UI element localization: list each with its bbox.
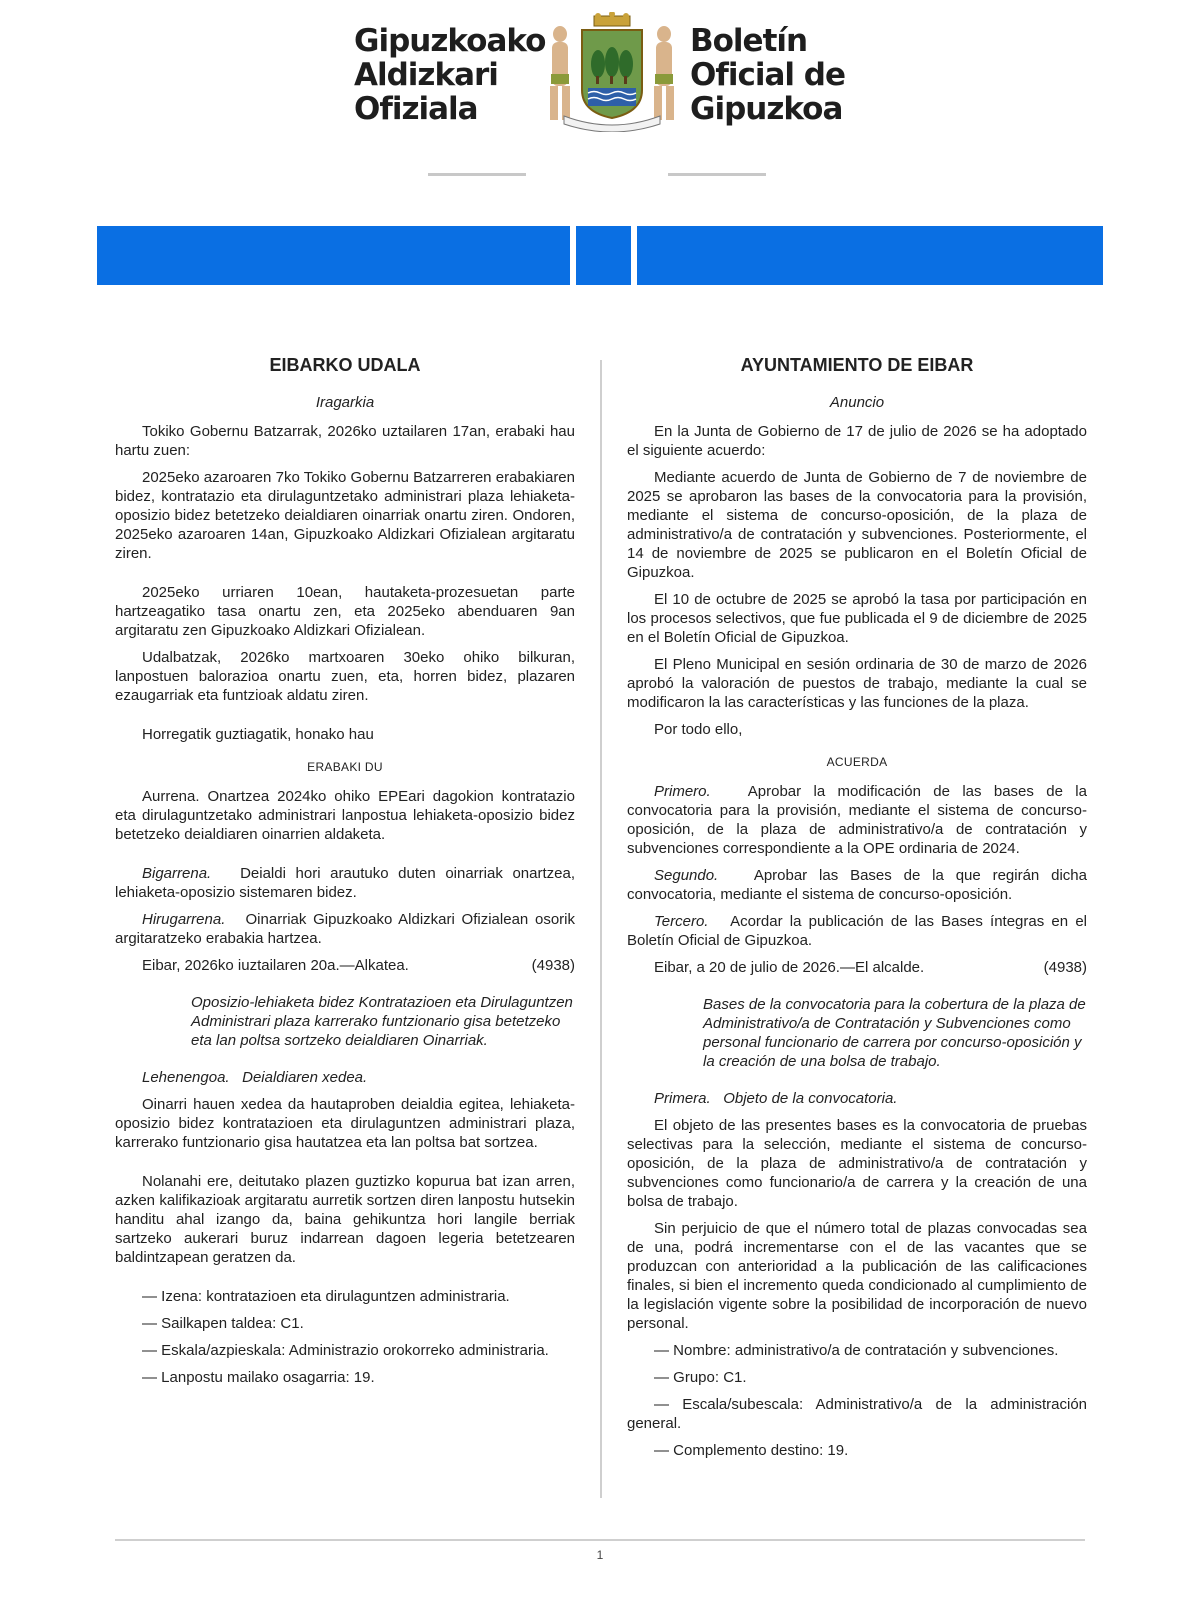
- decision-heading: ERABAKI DU: [307, 760, 383, 774]
- bases-title: Oposizio-lehiaketa bidez Kontratazioen eta Dirulaguntzen Administrari plaza karrerako funtzionario gisa betetzeko eta lan poltsa sortzeko deialdiaren Oinarriak.: [191, 994, 573, 1049]
- bases-title: Bases de la convocatoria para la cobertura de la plaza de Administrativo/a de Contratación y Subvenciones como personal funcionario de carrera por concurso-oposición y la creación de una bolsa de trabajo.: [703, 996, 1086, 1070]
- decision-heading: ACUERDA: [826, 755, 888, 769]
- header-rule-left: [428, 173, 526, 176]
- article-title: Deialdiaren xedea.: [242, 1069, 368, 1086]
- decision-3: [115, 910, 575, 948]
- masthead: [0, 12, 1200, 142]
- list-item: — Izena: kontratazioen eta dirulaguntzen administraria.: [142, 1288, 510, 1305]
- paragraph: En la Junta de Gobierno de 17 de julio de 2026 se ha adoptado el siguiente acuerdo:: [627, 423, 1087, 459]
- paragraph: Tokiko Gobernu Batzarrak, 2026ko uztailaren 17an, erabaki hau hartu zuen:: [115, 423, 575, 459]
- basque-column: [115, 356, 575, 1395]
- paragraph: El objeto de las presentes bases es la convocatoria de pruebas selectivas para la selección, mediante el sistema de concurso-oposición, de la plaza de administrativo/a de contratación y subvenciones como funcionario/a de carrera y la creación de una bolsa de trabajo.: [627, 1117, 1087, 1210]
- header-rule-right: [668, 173, 766, 176]
- decision-text: Aprobar las Bases de la que regirán dicha convocatoria, mediante el sistema de concurso-oposición.: [627, 867, 1087, 903]
- decision-text: Acordar la publicación de las Bases íntegras en el Boletín Oficial de Gipuzkoa.: [627, 913, 1087, 949]
- column-subtitle: Anuncio: [829, 394, 885, 411]
- decision-label: Bigarrena.: [142, 865, 212, 882]
- masthead-line: Gipuzkoa: [690, 91, 843, 127]
- column-subtitle: Iragarkia: [315, 394, 375, 411]
- list-item: — Sailkapen taldea: C1.: [142, 1315, 304, 1332]
- decision-label: Segundo.: [654, 867, 719, 884]
- reference-number: (4938): [1043, 959, 1087, 976]
- article-title: Objeto de la convocatoria.: [723, 1090, 898, 1107]
- article-heading: [115, 1068, 575, 1087]
- paragraph: 2025eko azaroaren 7ko Tokiko Gobernu Batzarreren erabakiaren bidez, kontratazio eta dirulaguntzetako administrari plaza lehiaketa-oposizio bidez betetzeko deialdiaren oinarriak onartu ziren. Ondoren, 2025eko azaroaren 14an, Gipuzkoako Aldizkari Ofizialean argitaratu ziren.: [115, 469, 575, 562]
- masthead-line: Gipuzkoako: [354, 23, 546, 59]
- column-divider: [600, 360, 602, 1498]
- list-item: — Complemento destino: 19.: [654, 1442, 849, 1459]
- paragraph: Udalbatzak, 2026ko martxoaren 30eko ohiko bilkuran, lanpostuen balorazioa onartu zuen, eta, horren bidez, plazaren ezaugarriak eta funtzioak aldatu ziren.: [115, 649, 575, 704]
- paragraph: Horregatik guztiagatik, honako hau: [142, 726, 374, 743]
- signature: Eibar, 2026ko iuztailaren 20a.—Alkatea.: [142, 957, 409, 974]
- masthead-line: Ofiziala: [354, 91, 478, 127]
- article-label: Primera.: [654, 1090, 711, 1107]
- list-item: — Lanpostu mailako osagarria: 19.: [142, 1369, 375, 1386]
- reference-number: (4938): [531, 957, 575, 974]
- list-item: — Nombre: administrativo/a de contratación y subvenciones.: [654, 1342, 1059, 1359]
- decision-label: Hirugarrena.: [142, 911, 226, 928]
- paragraph: 2025eko urriaren 10ean, hautaketa-prozesuetan parte hartzeagatiko tasa onartu zen, eta 2025eko abenduaren 9an argitaratu zen Gipuzkoako Aldizkari Ofizialean.: [115, 584, 575, 639]
- decision-text: Aprobar la modificación de las bases de la convocatoria para la provisión, mediante el sistema de concurso-oposición, de la plaza de administrativo/a de contratación y subvenciones correspondiente a la OPE ordinaria de 2024.: [627, 783, 1087, 857]
- decision-3: [627, 912, 1087, 950]
- paragraph: Por todo ello,: [654, 721, 743, 738]
- article-label: Lehenengoa.: [142, 1069, 230, 1086]
- blue-band-left: [97, 226, 570, 285]
- decision-1: [627, 782, 1087, 858]
- list-item: — Eskala/azpieskala: Administrazio orokorreko administraria.: [142, 1342, 549, 1359]
- decision-text: Oinarriak Gipuzkoako Aldizkari Ofizialean osorik argitaratzeko erabakia hartzea.: [115, 911, 575, 947]
- blue-band-middle: [576, 226, 631, 285]
- spanish-column: [627, 356, 1087, 1468]
- masthead-basque-title: [354, 24, 544, 126]
- masthead-spanish-title: [690, 24, 880, 126]
- paragraph: El 10 de octubre de 2025 se aprobó la tasa por participación en los procesos selectivos, que fue publicada el 9 de diciembre de 2025 en el Boletín Oficial de Gipuzkoa.: [627, 591, 1087, 646]
- blue-band-right: [637, 226, 1103, 285]
- footer-rule: [115, 1539, 1085, 1541]
- signature-line: [627, 958, 1087, 977]
- paragraph: El Pleno Municipal en sesión ordinaria de 30 de marzo de 2026 aprobó la valoración de puestos de trabajo, mediante la cual se modificaron la las características y las funciones de la plaza.: [627, 656, 1087, 711]
- decision-label: Tercero.: [654, 913, 709, 930]
- masthead-line: Aldizkari: [354, 57, 498, 93]
- paragraph: Mediante acuerdo de Junta de Gobierno de 7 de noviembre de 2025 se aprobaron las bases de la convocatoria para la provisión, mediante el sistema de concurso-oposición, de la plaza de administrativo/a de contratación y subvenciones. Posteriormente, el 14 de noviembre de 2025 se publicaron en el Boletín Oficial de Gipuzkoa.: [627, 469, 1087, 581]
- decision-2: [627, 866, 1087, 904]
- signature-line: [115, 956, 575, 975]
- masthead-line: Oficial de: [690, 57, 846, 93]
- column-title: EIBARKO UDALA: [269, 355, 421, 375]
- decision-label: Primero.: [654, 783, 711, 800]
- article-heading: [627, 1089, 1087, 1108]
- paragraph: Oinarri hauen xedea da hautaproben deialdia egitea, lehiaketa-oposizio bidez kontratazioen eta dirulaguntzen administrari plaza, karrerako funtzionario gisa hautatzea eta lan poltsa bat sortzea.: [115, 1096, 575, 1151]
- decision-2: [115, 864, 575, 902]
- coat-of-arms-icon: [538, 12, 686, 132]
- decision-1: Aurrena. Onartzea 2024ko ohiko EPEari dagokion kontratazio eta dirulaguntzetako administrari lanpostua lehiaketa-oposizio bidez betetzeko deialdiaren oinarrien aldaketa.: [115, 788, 575, 843]
- paragraph: Sin perjuicio de que el número total de plazas convocadas sea de una, podrá incrementarse con el de las vacantes que se produzcan con anterioridad a la publicación de las calificaciones finales, si bien el incremento queda condicionado al cumplimiento de la legislación vigente sobre la posibilidad de incorporación de nuevo personal.: [627, 1220, 1087, 1332]
- page-number: 1: [596, 1548, 604, 1562]
- signature: Eibar, a 20 de julio de 2026.—El alcalde.: [654, 959, 925, 976]
- column-title: AYUNTAMIENTO DE EIBAR: [740, 355, 974, 375]
- list-item: — Grupo: C1.: [654, 1369, 747, 1386]
- masthead-line: Boletín: [690, 23, 808, 59]
- list-item: — Escala/subescala: Administrativo/a de la administración general.: [627, 1396, 1087, 1432]
- decision-text: Deialdi hori arautuko duten oinarriak onartzea, lehiaketa-oposizio sistemaren bidez.: [115, 865, 575, 901]
- paragraph: Nolanahi ere, deitutako plazen guztizko kopurua bat izan arren, azken kalifikazioak argitaratu aurretik sortzen diren lanpostu hutsekin handitu ahal izango da, baina gehikuntza hori langile berriak sartzeko aukerari buruz indarrean dagoen legeria betetzearen baldintzapean geratzen da.: [115, 1173, 575, 1266]
